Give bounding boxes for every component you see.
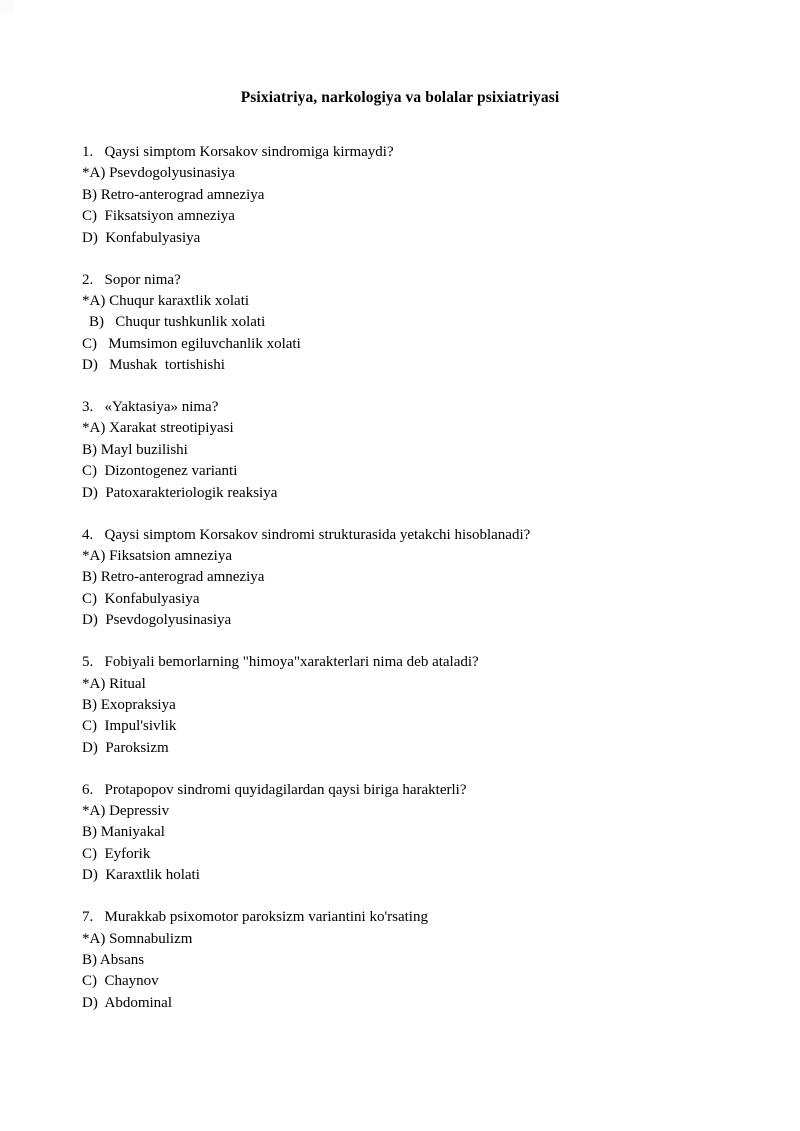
answer-option: B) Retro-anterograd amneziya [82, 569, 265, 586]
question-stem: 3. «Yaktasiya» nima? [82, 399, 219, 416]
answer-option: B) Absans [82, 952, 145, 968]
answer-option: B) Exopraksiya [82, 696, 176, 713]
question-stem: 7. Murakkab psixomotor paroksizm variantini ko'rsating [82, 909, 428, 926]
answer-option: B) Maniyakal [82, 824, 165, 841]
question-stem: 6. Protapopov sindromi quyidagilardan qaysi biriga harakterli? [82, 781, 467, 798]
answer-option: D) Karaxtlik holati [82, 867, 200, 884]
question-block [82, 780, 718, 887]
answer-option: C) Chaynov [82, 973, 159, 990]
answer-option: B) Mayl buzilishi [82, 441, 188, 458]
question-stem: 4. Qaysi simptom Korsakov sindromi strukturasida yetakchi hisoblanadi? [82, 526, 531, 543]
answer-option: *A) Ritual [82, 675, 146, 692]
page-title: Psixiatriya, narkologiya va bolalar psixiatriyasi [240, 89, 560, 106]
question-block [82, 270, 718, 377]
question-stem: 2. Sopor nima? [82, 271, 181, 288]
answer-option: *A) Depressiv [82, 803, 170, 820]
answer-option: D) Paroksizm [82, 739, 169, 756]
answer-option: C) Mumsimon egiluvchanlik xolati [82, 335, 301, 352]
answer-option: *A) Xarakat streotipiyasi [82, 420, 234, 437]
answer-option: C) Konfabulyasiya [82, 590, 200, 607]
answer-option: B) Retro-anterograd amneziya [82, 186, 265, 203]
answer-option: D) Abdominal [82, 994, 172, 1011]
answer-option: D) Psevdogolyusinasiya [82, 612, 232, 629]
question-block [82, 907, 718, 1014]
answer-option: C) Eyforik [82, 845, 151, 862]
answer-option: D) Mushak tortishishi [82, 357, 225, 374]
answer-option: C) Impul'sivlik [82, 718, 177, 735]
question-stem: 5. Fobiyali bemorlarning "himoya"xarakterlari nima deb ataladi? [82, 654, 479, 671]
answer-option: D) Patoxarakteriologik reaksiya [82, 484, 278, 501]
answer-option: D) Konfabulyasiya [82, 229, 201, 246]
answer-option: C) Fiksatsiyon amneziya [82, 208, 235, 225]
question-block [82, 525, 718, 632]
answer-option: *A) Chuqur karaxtlik xolati [82, 292, 250, 309]
question-block [82, 142, 718, 249]
answer-option: B) Chuqur tushkunlik xolati [89, 314, 266, 331]
question-block [82, 397, 718, 504]
page-corner-shadow [0, 0, 14, 14]
question-stem: 1. Qaysi simptom Korsakov sindromiga kirmaydi? [82, 144, 394, 160]
answer-option: *A) Psevdogolyusinasiya [82, 165, 235, 182]
question-block [82, 652, 718, 759]
question-list [82, 142, 718, 1014]
answer-option: C) Dizontogenez varianti [82, 463, 238, 480]
answer-option: *A) Somnabulizm [82, 930, 193, 947]
answer-option: *A) Fiksatsion amneziya [82, 548, 232, 564]
